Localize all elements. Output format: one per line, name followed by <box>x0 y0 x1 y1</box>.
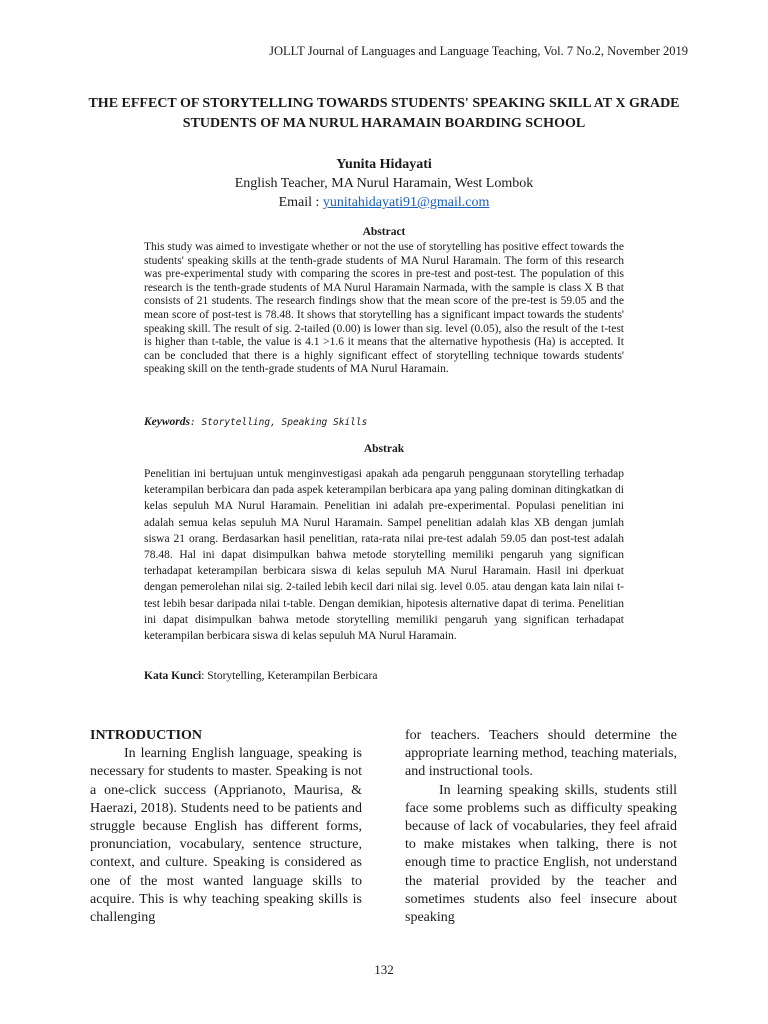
keywords-label: Keywords <box>144 416 190 428</box>
kata-kunci-label: Kata Kunci <box>144 670 202 682</box>
keywords-line <box>144 416 367 428</box>
intro-paragraph-1-continued: for teachers. Teachers should determine the appropriate learning method, teaching materials, and instructional tools. <box>405 728 677 780</box>
author-name: Yunita Hidayati <box>336 157 432 172</box>
kata-kunci-value: : Storytelling, Keterampilan Berbicara <box>201 670 378 682</box>
keywords-value: : Storytelling, Speaking Skills <box>190 417 368 428</box>
abstract-text: This study was aimed to investigate whether or not the use of storytelling has positive effect towards the students' speaking skills at the tenth-grade students of MA Nurul Haramain. The form of this research was pre-experimental study with comparing the scores in pre-test and post-test. The population of this research is the tenth-grade students of MA Nurul Haramain Narmada, with the sample is class X B that consists of 21 students. The research findings show that the mean score of the pre-test is 59.05 and the mean score of post-test is 78.48. It shows that storytelling has a significant impact towards the students' speaking skill. The result of sig. 2-tailed (0.00) is lower than sig. level (0.05), also the result of the t-test is higher than t-table, the value is 4.1 >1.6 it means that the alternative hypothesis (Ha) is accepted. It can be concluded that there is a highly significant effect of storytelling technique towards students' speaking skill on the tenth-grade students of MA Nurul Haramain. <box>144 241 624 376</box>
kata-kunci-line <box>144 670 377 682</box>
intro-paragraph-1: In learning English language, speaking is necessary for students to master. Speaking is not a one-click success (Apprianoto, Maurisa, & Haerazi, 2018). Students need to be patients and struggle because English has different forms, pronunciation, vocabulary, sentence structure, context, and culture. Speaking is considered as one of the most wanted language skills to acquire. This is why teaching speaking skills is challenging <box>90 746 362 926</box>
abstract-heading: Abstract <box>362 226 406 238</box>
right-column <box>405 727 677 927</box>
page-number: 132 <box>374 962 394 977</box>
author-affiliation: English Teacher, MA Nurul Haramain, West Lombok <box>234 176 534 191</box>
journal-header: JOLLT Journal of Languages and Language Teaching, Vol. 7 No.2, November 2019 <box>269 44 688 58</box>
left-column <box>90 727 362 927</box>
author-block <box>80 155 688 212</box>
intro-paragraph-2: In learning speaking skills, students still face some problems such as difficulty speaking because of lack of vocabularies, they feel afraid to make mistakes when talking, there is not enough time to practice English, not understand the material provided by the teacher and sometimes students also feel insecure about speaking <box>405 782 677 926</box>
email-label: Email : <box>278 195 323 210</box>
abstrak-text: Penelitian ini bertujuan untuk menginvestigasi apakah ada pengaruh penggunaan storytelling terhadap keterampilan berbicara dan pada aspek keterampilan berbicara apa yang paling dominan ditingkatkan di kelas sepuluh MA Nurul Haramain. Penelitian ini adalah pre-experimental. Populasi penelitian ini adalah semua kelas sepuluh MA Nurul Haramain. Sampel penelitian adalah klas XB dengan jumlah siswa 21 orang. Berdasarkan hasil penelitian, rata-rata nilai pre-test adalah 59.05 dan post-test adalah 78.48. Hal ini dapat disimpulkan bahwa metode storytelling memiliki pengaruh yang significan terhadapat keterampilan berbicara siswa di kelas sepuluh MA Nurul Haramain. Hasil ini dperkuat dengan pemerolehan nilai sig. 2-tailed lebih kecil dari nilai sig. level 0.05. atau dengan kata lain nilai t-test lebih besar daripada nilai t-table. Dengan demikian, hipotesis alternative dapat di terima. Penelitian ini dapat disimpulkan bahwa metode storytelling memiliki pengaruh yang significan terhadapat keterampilan berbicara siswa di kelas sepuluh MA Nurul Haramain. <box>144 468 624 643</box>
abstrak-heading: Abstrak <box>363 443 405 455</box>
author-email-line <box>80 193 688 212</box>
paper-title: THE EFFECT OF STORYTELLING TOWARDS STUDENTS' SPEAKING SKILL AT X GRADE STUDENTS OF MA NURUL HARAMAIN BOARDING SCHOOL <box>88 96 680 131</box>
introduction-heading: INTRODUCTION <box>90 728 203 743</box>
email-link[interactable]: yunitahidayati91@gmail.com <box>322 195 490 210</box>
